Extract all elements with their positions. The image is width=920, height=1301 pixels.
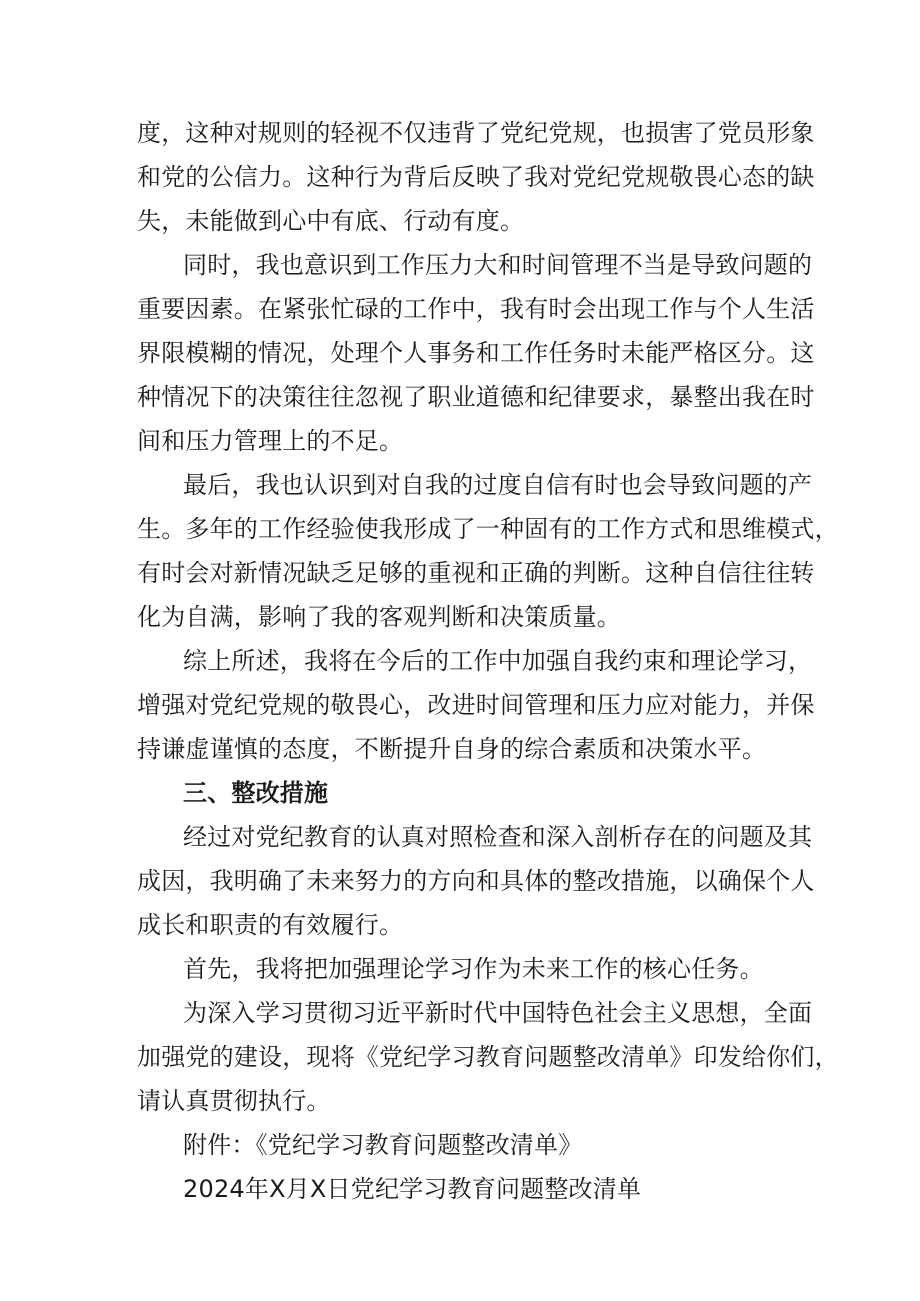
paragraph-line: 和党的公信力。这种行为背后反映了我对党纪党规敬畏心态的缺 [137, 163, 815, 191]
paragraph-line: 增强对党纪党规的敬畏心，改进时间管理和压力应对能力，并保 [137, 691, 815, 719]
paragraph-line: 生。多年的工作经验使我形成了一种固有的工作方式和思维模式， [137, 515, 839, 543]
paragraph-line: 种情况下的决策往往忽视了职业道德和纪律要求，暴整出我在时 [137, 383, 815, 411]
paragraph-line: 首先，我将把加强理论学习作为未来工作的核心任务。 [183, 955, 764, 983]
section-heading: 三、整改措施 [183, 779, 329, 807]
paragraph-line: 请认真贯彻执行。 [137, 1087, 331, 1115]
paragraph-line: 成长和职责的有效履行。 [137, 911, 404, 939]
paragraph-line: 成因，我明确了未来努力的方向和具体的整改措施，以确保个人 [137, 867, 815, 895]
paragraph-line: 界限模糊的情况，处理个人事务和工作任务时未能严格区分。这 [137, 339, 815, 367]
paragraph-line: 为深入学习贯彻习近平新时代中国特色社会主义思想，全面 [183, 999, 813, 1027]
paragraph-line: 重要因素。在紧张忙碌的工作中，我有时会出现工作与个人生活 [137, 295, 815, 323]
paragraph-line: 最后，我也认识到对自我的过度自信有时也会导致问题的产 [183, 471, 813, 499]
paragraph-line: 加强党的建设，现将《党纪学习教育问题整改清单》印发给你们， [137, 1043, 839, 1071]
date-title-line: 2024年X月X日党纪学习教育问题整改清单 [183, 1175, 642, 1203]
paragraph-line: 同时，我也意识到工作压力大和时间管理不当是导致问题的 [183, 251, 813, 279]
paragraph-line: 化为自满，影响了我的客观判断和决策质量。 [137, 603, 621, 631]
paragraph-line: 度，这种对规则的轻视不仅违背了党纪党规，也损害了党员形象 [137, 119, 815, 147]
paragraph-line: 失，未能做到心中有底、行动有度。 [137, 207, 525, 235]
paragraph-line: 综上所述，我将在今后的工作中加强自我约束和理论学习， [183, 647, 813, 675]
paragraph-line: 持谦虚谨慎的态度，不断提升自身的综合素质和决策水平。 [137, 735, 767, 763]
paragraph-line: 间和压力管理上的不足。 [137, 427, 404, 455]
paragraph-line: 经过对党纪教育的认真对照检查和深入剖析存在的问题及其 [183, 823, 813, 851]
paragraph-line: 有时会对新情况缺乏足够的重视和正确的判断。这种自信往往转 [137, 559, 815, 587]
attachment-line: 附件：《党纪学习教育问题整改清单》 [183, 1131, 583, 1159]
